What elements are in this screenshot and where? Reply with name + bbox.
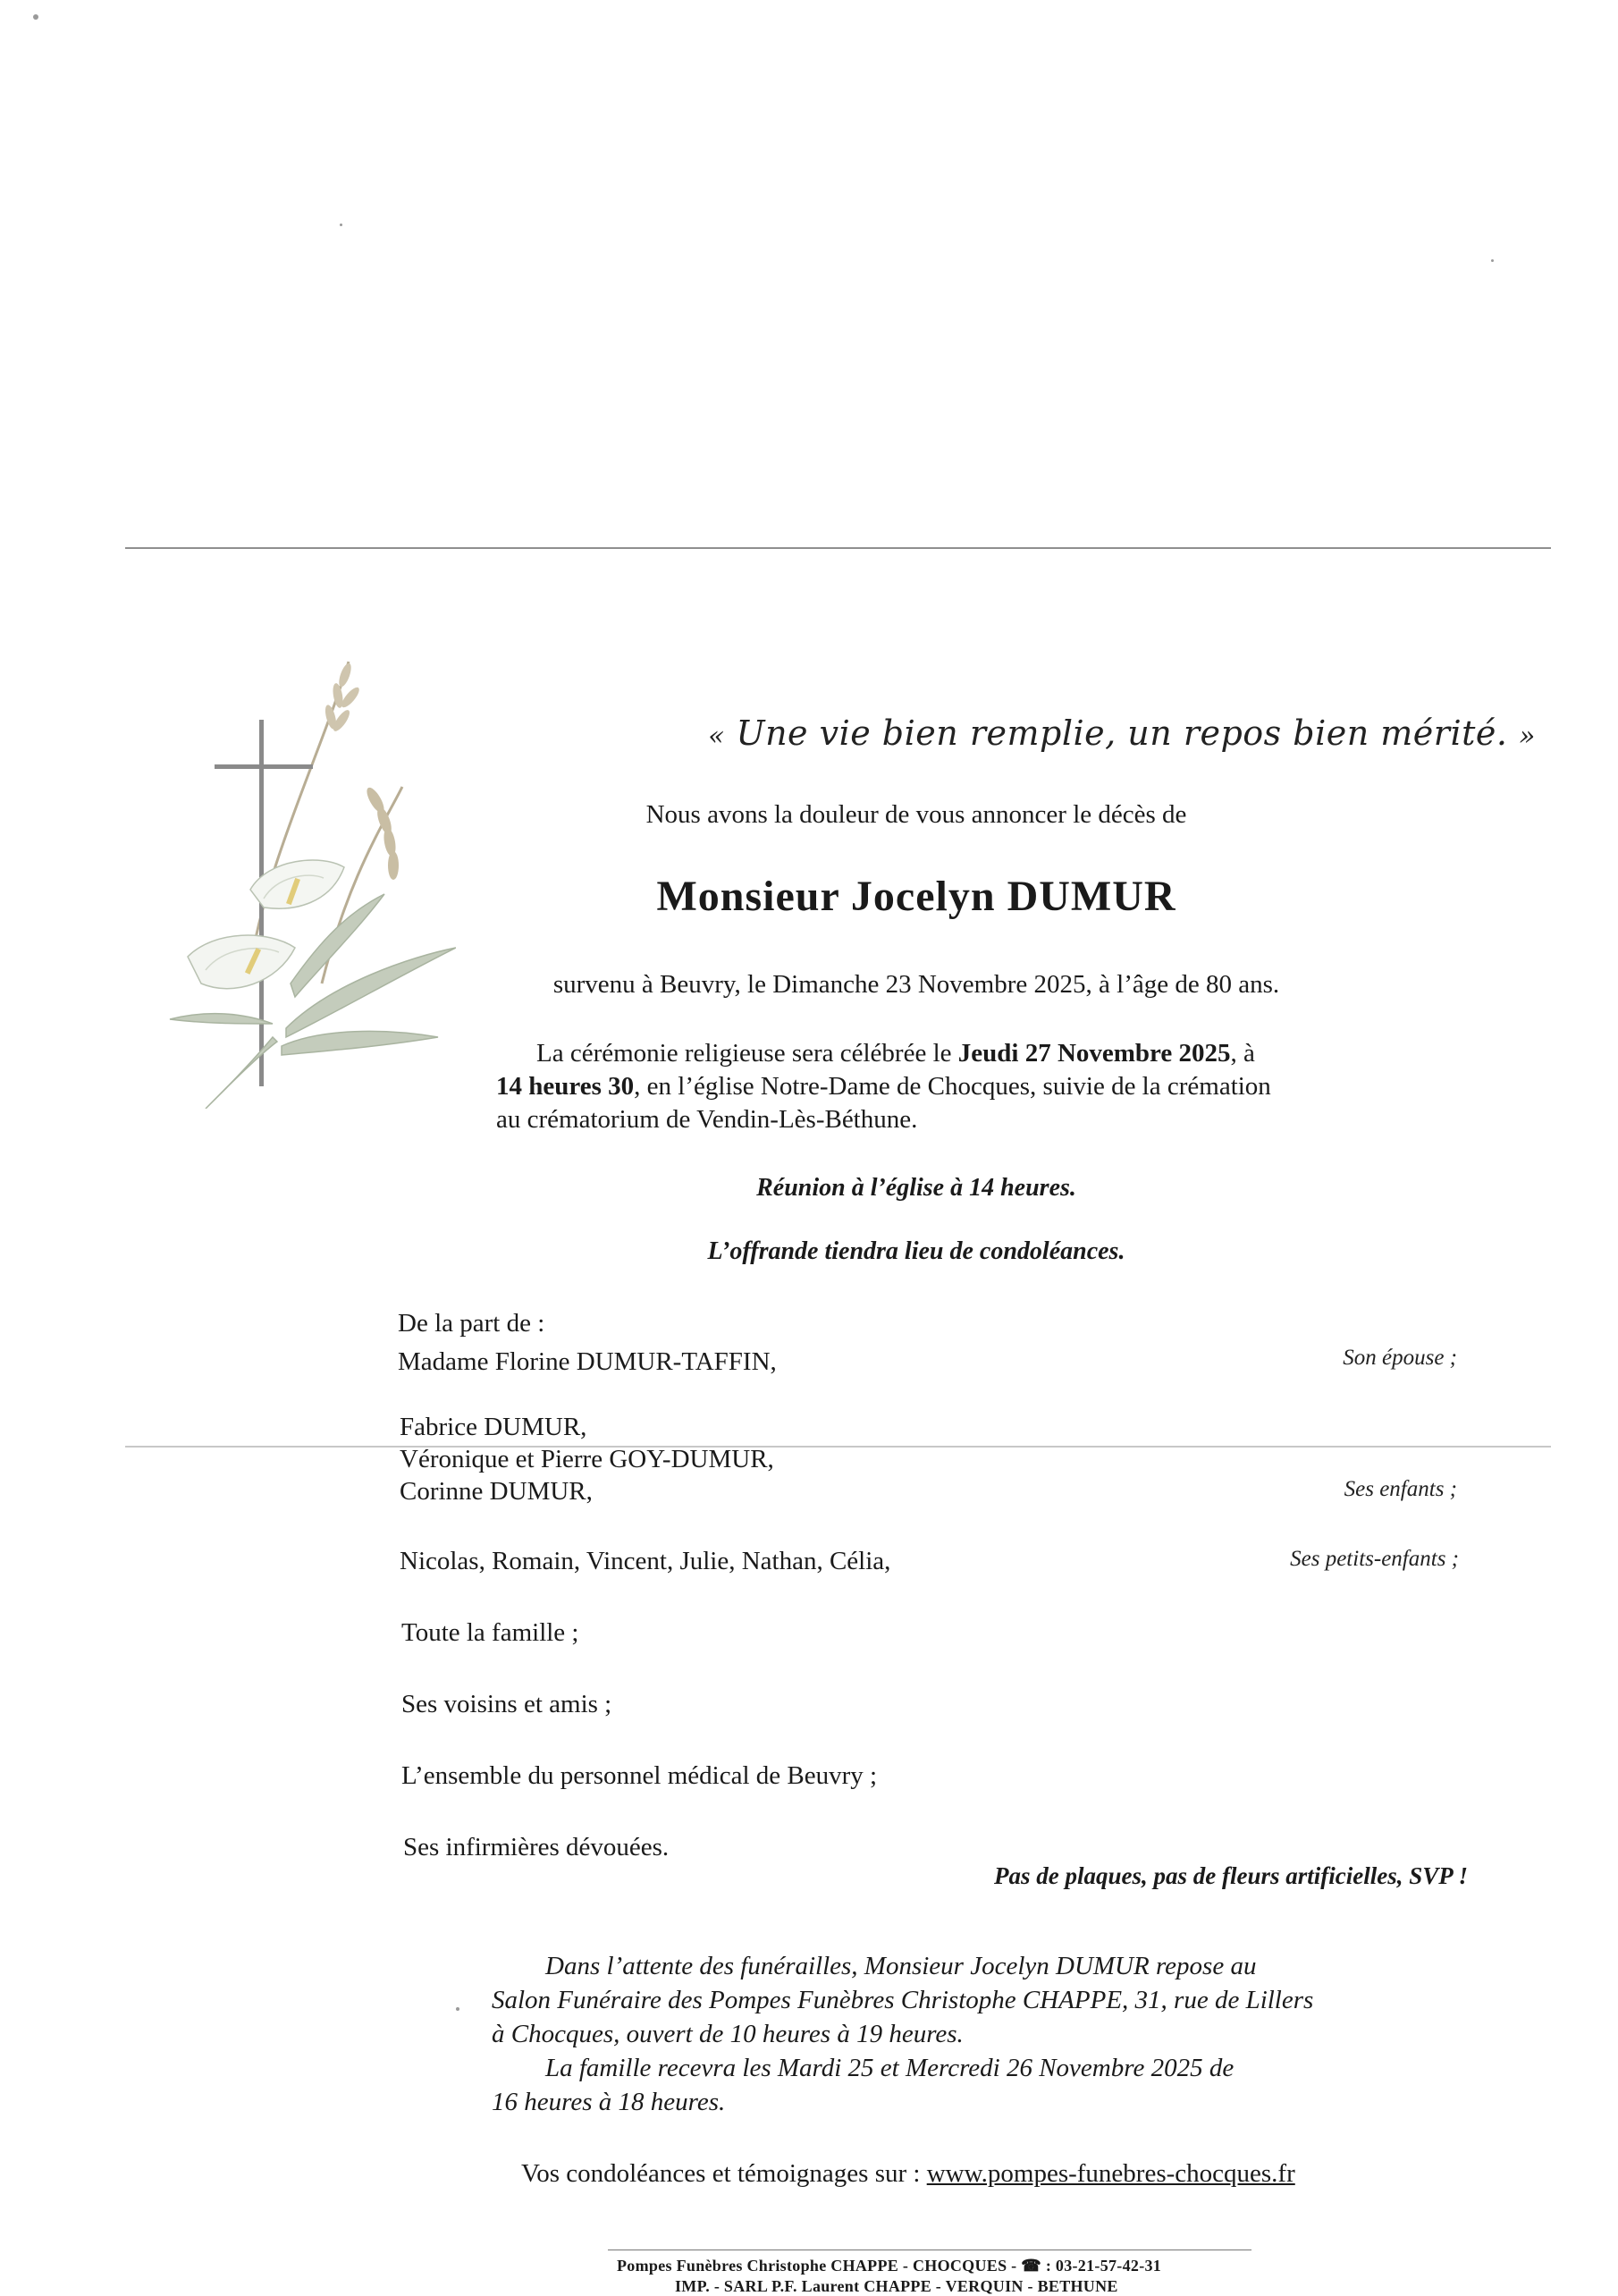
scan-speck [1491, 259, 1494, 262]
child-1: Fabrice DUMUR, [400, 1413, 587, 1441]
funeral-l3: à Chocques, ouvert de 10 heures à 19 heures. [492, 2020, 964, 2048]
lily-lower-icon [188, 935, 295, 989]
footer-company: Pompes Funèbres Christophe CHAPPE - CHOCQUES - [617, 2257, 1022, 2275]
grandchildren-role: Ses petits-enfants ; [1290, 1547, 1459, 1571]
phone-icon: ☎ [1021, 2257, 1042, 2275]
grandchildren: Nicolas, Romain, Vincent, Julie, Nathan, Célia, [400, 1547, 891, 1575]
child-2: Véronique et Pierre GOY-DUMUR, [400, 1445, 774, 1473]
ceremony-l2b: , en l’église Notre-Dame de Chocques, suivie de la crémation [634, 1072, 1271, 1101]
condolences-line [521, 2157, 1295, 2190]
leaves-icon [170, 894, 456, 1109]
fold-line-top [125, 547, 1551, 549]
ceremony-date: Jeudi 27 Novembre 2025 [957, 1039, 1231, 1068]
scan-speck [456, 2007, 459, 2011]
website-link[interactable]: www.pompes-funebres-chocques.fr [926, 2159, 1295, 2188]
ceremony-l1c: , à [1230, 1039, 1255, 1068]
motto [0, 713, 1618, 753]
ceremony-l1a: La cérémonie religieuse sera célébrée le [536, 1039, 958, 1068]
funeral-info [492, 1949, 1475, 2119]
medical-staff: L’ensemble du personnel médical de Beuvry ; [401, 1761, 878, 1790]
neighbors: Ses voisins et amis ; [401, 1690, 612, 1718]
motto-text: Une vie bien remplie, un repos bien mérité. [736, 713, 1508, 753]
spouse-role: Son épouse ; [1343, 1346, 1457, 1370]
intro-line: Nous avons la douleur de vous annoncer le décès de [645, 800, 1187, 829]
condolences-text: Vos condoléances et témoignages sur : [521, 2159, 927, 2188]
family-header: De la part de : [398, 1309, 545, 1338]
no-plaques-note: Pas de plaques, pas de fleurs artificielles, SVP ! [994, 1862, 1468, 1889]
fold-line-middle [125, 1446, 1551, 1448]
lily-upper-icon [250, 860, 344, 908]
quote-open: « [708, 721, 725, 752]
funeral-l4: La famille recevra les Mardi 25 et Mercredi 26 Novembre 2025 de [545, 2054, 1235, 2082]
footer-line-1 [617, 2257, 1161, 2275]
spouse-name: Madame Florine DUMUR-TAFFIN, [398, 1347, 777, 1376]
scan-speck [33, 14, 38, 20]
child-3: Corinne DUMUR, [400, 1477, 593, 1506]
quote-close: » [1519, 721, 1536, 752]
offrande-note: L’offrande tiendra lieu de condoléances. [707, 1237, 1125, 1265]
scan-speck [340, 224, 342, 226]
ceremony-l3: au crématorium de Vendin-Lès-Béthune. [496, 1105, 918, 1134]
funeral-l1: Dans l’attente des funérailles, Monsieur Jocelyn DUMUR repose au [545, 1952, 1257, 1980]
footer-phone: : 03-21-57-42-31 [1041, 2257, 1162, 2275]
deceased-name: Monsieur Jocelyn DUMUR [656, 873, 1176, 920]
funeral-l2: Salon Funéraire des Pompes Funèbres Christophe CHAPPE, 31, rue de Lillers [492, 1986, 1314, 2014]
death-line: survenu à Beuvry, le Dimanche 23 Novembre 2025, à l’âge de 80 ans. [552, 970, 1280, 999]
children-role: Ses enfants ; [1344, 1477, 1457, 1501]
ceremony-time: 14 heures 30 [496, 1072, 635, 1101]
footer-line-2: IMP. - SARL P.F. Laurent CHAPPE - VERQUIN - BETHUNE [675, 2277, 1118, 2295]
nurses: Ses infirmières dévouées. [403, 1833, 670, 1861]
family-all: Toute la famille ; [401, 1618, 579, 1647]
funeral-l5: 16 heures à 18 heures. [492, 2088, 726, 2116]
ceremony-block [496, 1037, 1390, 1136]
reunion-note: Réunion à l’église à 14 heures. [756, 1174, 1076, 1202]
